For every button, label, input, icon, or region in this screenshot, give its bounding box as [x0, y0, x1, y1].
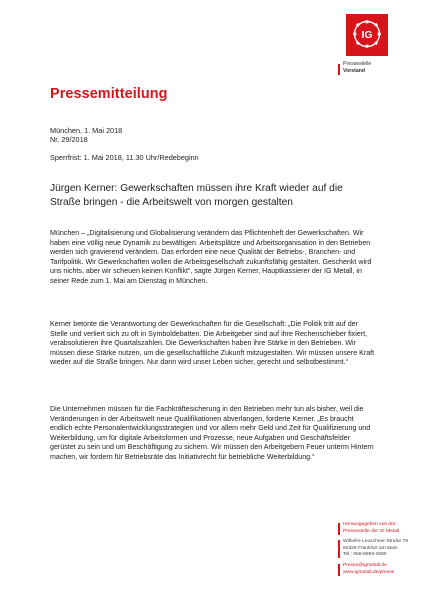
- footer-online: [338, 563, 420, 576]
- logo-caption: [338, 61, 410, 75]
- subtitle: Jürgen Kerner: Gewerkschaften müssen ihre Kraft wieder auf die Straße bringen - die Arbeitswelt von morgen gestalten: [50, 183, 343, 208]
- footer-contact: [338, 522, 420, 580]
- press-date: München, 1. Mai 2018: [50, 126, 123, 135]
- caption-rule: [338, 64, 340, 75]
- publisher-line-1: Herausgegeben von der: [343, 522, 396, 527]
- address-line-2: 60329 Frankfurt am Main: [343, 545, 398, 551]
- footer-address: [338, 539, 420, 559]
- publisher-line-2: Pressestelle der IG Metall: [343, 528, 399, 534]
- address-line-1: Wilhelm-Leuschner-Straße 79: [343, 539, 408, 545]
- paragraph-1: München – „Digitalisierung und Globalisierung verändern das Pflichtenheft der Gewerkschaften. Wir haben eine völlig neue Dynamik zu bewältigen. Arbeitsplätze und Arbeitsorganisation in den Betrieben werden sich gravierend verändern. Das erfordert eine neue Qualität der Betriebs-, Branchen- und Tarifpolitik. Wir Gewerkschaften wollen die Arbeitsgesellschaft zukunftsfähig gestalten. Geschenkt wird uns nichts, aber wir scheuen keinen Konflikt“, sagte Jürgen Kerner, Hauptkassierer der IG Metall, in seiner Rede zum 1. Mai am Dienstag in München.: [50, 229, 372, 285]
- paragraph-2: Kerner betonte die Verantwortung der Gewerkschaften für die Gesellschaft: „Die Politik tritt auf der Stelle und verliert sich zu oft in Symboldebatten. Die Arbeitgeber sind auf ihre Rechenschieber fixiert, verabsolutieren ihre Quartalszahlen. Die Gewerkschaften haben ihre Stärke in den Betrieben. Wir müssen diese Stärke nutzen, um die gesellschaftliche Zukunft mitzugestalten. Wir müssen unsere Kraft wieder auf die Straße bringen. Nur dann wird unser Leben sicher, gerecht und selbstbestimmt.“: [50, 320, 375, 367]
- caption-vorstand: Vorstand: [343, 68, 366, 74]
- press-number: Nr. 29/2018: [50, 135, 88, 144]
- embargo-note: Sperrfrist: 1. Mai 2018, 11.30 Uhr/Redebeginn: [50, 153, 199, 162]
- ig-metall-logo-icon: [346, 14, 388, 56]
- email-link[interactable]: Presse@igmetall.de: [343, 562, 387, 568]
- paragraph-3: Die Unternehmen müssen für die Fachkräftesicherung in den Betrieben mehr tun als bisher, weil die Veränderungen in der Arbeitswelt neue Qualifikationen abverlangen, forderte Kerner. „Es braucht endlich echte Personalentwicklungsstrategien und vor allem mehr Geld und Zeit für Qualifizierung und Weiterbildung, um für digitale Arbeitsformen und Prozesse, neue Aufgaben und Geschäftsfelder gerüstet zu sein und um Beschäftigung zu sichern. Wir müssen den Arbeitgebern Feuer unterm Hintern machen, wir fordern für Betriebsräte das Initiativrecht für betriebliche Weiterbildung.“: [50, 405, 374, 461]
- web-link[interactable]: www.igmetall.de/presse: [343, 569, 395, 575]
- page-title: Pressemitteilung: [50, 86, 168, 102]
- svg-text:IG: IG: [361, 29, 373, 42]
- footer-publisher: [338, 522, 420, 535]
- phone: Tel.: 069-6693-2690: [343, 552, 387, 558]
- caption-pressestelle: Pressestelle: [343, 61, 372, 67]
